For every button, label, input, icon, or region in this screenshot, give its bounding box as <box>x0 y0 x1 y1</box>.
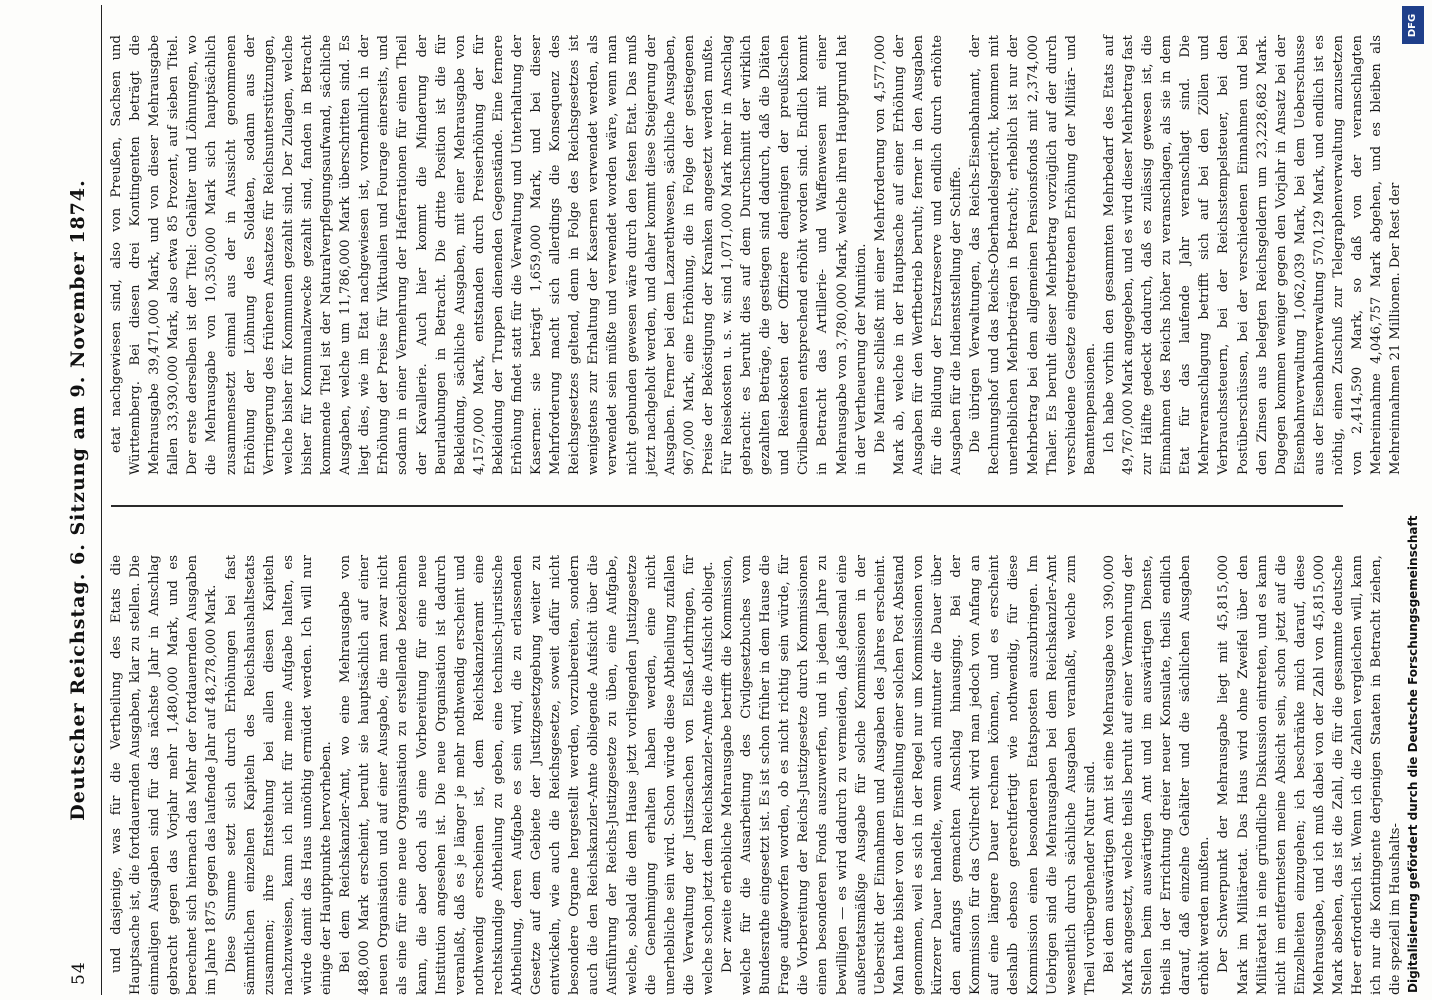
right-column <box>107 35 1404 475</box>
paragraph: Bei dem Reichskanzler-Amt, wo eine Mehrausgabe von 488,000 Mark erscheint, beruht sie hauptsächlich auf einer neuen Organisation und auf einer Ausgabe, die man zwar nicht als eine für eine neue Organisation zu erstellende bezeichnen kann, die aber doch als eine Vorbereitung für eine neue Institution angesehen ist. Die neue Organisation ist dadurch veranlaßt, daß es je länger je mehr nothwendig erscheint und nothwendig erscheinen ist, dem Reichskanzleramt eine rechtskundige Abtheilung zu geben, eine technisch-juristische Abtheilung, deren Aufgabe es sein wird, die zu erlassenden Gesetze auf dem Gebiete der Justizgesetzgebung weiter zu entwickeln, wie auch die Reichsgesetze, soweit dafür nicht besondere Organe hergestellt werden, vorzubereiten, sondern auch die den Reichskanzler-Amte obliegende Aufsicht über die Ausführung der Reichs-Justizgesetze zu üben, eine Aufgabe, welche, sobald die dem Hause jetzt vorliegenden Justizgesetze die Genehmigung erhalten haben werden, eine nicht unerhebliche sein wird. Schon würde diese Abtheilung zufallen die Verwaltung der Justizsachen von Elsaß-Lothringen, für welche schon jetzt dem Reichskanzler-Amte die Aufsicht obliegt. <box>338 555 716 995</box>
paragraph: Der Schwerpunkt der Mehrausgabe liegt mit 45,815,000 Mark im Militäretat. Das Haus wird ohne Zweifel über den Militäretat in eine gründliche Diskussion eintreten, und es kann nicht im entferntesten meine Absicht sein, schon jetzt auf die Einzelheiten einzugehen; ich beschränke mich darauf, diese Mehrausgabe, und ich muß dabei von der Zahl von 45,815,000 Mark absehen, das ist die Zahl, die für die gesammte deutsche Heer erforderlich ist. Wenn ich die Zahlen vergleichen will, kann ich nur die Kontingente derjenigen Staaten in Betracht ziehen, die speziell im Haushalts- <box>1216 555 1404 995</box>
page-number: 54 <box>69 961 89 985</box>
left-column <box>107 555 1404 995</box>
page-header <box>55 5 102 995</box>
rotated-page-content <box>55 5 1410 995</box>
paragraph: Die Marine schließt mit einer Mehrforderung von 4,577,000 Mark ab, welche in der Hauptsache auf einer Erhöhung der Ausgaben für den Werftbetrieb beruht; ferner in den Ausgaben für die Bildung der Ersatzreserve und endlich durch erhöhte Ausgaben für die Indienststellung der Schiffe. <box>872 35 965 475</box>
dfg-logo-text: DFG <box>1407 13 1419 37</box>
paragraph: Die übrigen Verwaltungen, das Reichs-Eisenbahnamt, der Rechnungshof und das Reichs-Oberhandelsgericht, kommen mit unerheblichen Mehrbeträgen in Betracht; erheblich ist nur der Mehrbetrag bei dem allgemeinen Pensionsfonds mit 2,374,000 Thaler. Es beruht dieser Mehrbetrag vorzüglich auf der durch verschiedene Gesetze eingetretenen Erhöhung der Militär- und Beamtenpensionen. <box>968 35 1098 475</box>
paragraph: etat nachgewiesen sind, also von Preußen, Sachsen und Württemberg. Bei diesen drei Kontingenten beträgt die Mehrausgabe 39,471,000 Mark, und von dieser Mehrausgabe fallen 33,930,000 Mark, also etwa 85 Prozent, auf sieben Titel. Der erste derselben ist der Titel: Gehälter und Löhnungen, wo die Mehrausgabe von 10,350,000 Mark sich hauptsächlich zusammensetzt einmal aus der in Aussicht genommenen Erhöhung der Löhnung des Soldaten, sodann aus der Verringerung des früheren Ansatzes für Reichsunterstützungen, welche bisher für Kommunen gezahlt sind. Der Zulagen, welche bisher für Kommunalzwecke gezahlt sind, fanden in Betracht kommende Titel ist der Naturalverpflegungsaufwand, sächliche Ausgaben, welche um 11,786,000 Mark überschritten sind. Es liegt dies, wie im Etat nachgewiesen ist, vornehmlich in der Erhöhung der Preise für Viktualien und Fourage einerseits, und sodann in einer Vermehrung der Haferrationen für einen Theil der Kavallerie. Auch hier kommt die Minderung der Beurlaubungen in Betracht. Die dritte Position ist die für Bekleidung, sächliche Ausgaben, mit einer Mehrausgabe von 4,157,000 Mark, entstanden durch Preiserhöhung der für Bekleidung der Truppen dienenden Gegenstände. Eine fernere Erhöhung findet statt für die Verwaltung und Unterhaltung der Kasernen: sie beträgt 1,659,000 Mark, und bei dieser Mehrforderung macht sich allerdings die Konsequenz des Reichsgesetzes geltend, denn in Folge des Reichsgesetzes ist wenigstens zur Erhaltung der Kasernen verwendet werden, als verwendet sein müßte und verwendet worden wäre, wenn man nicht gebunden gewesen wäre durch den festen Etat. Das muß jetzt nachgeholt werden, und daher kommt diese Steigerung der Ausgaben. Ferner bei dem Lazarethwesen, sächliche Ausgaben, 967,000 Mark, eine Erhöhung, die in Folge der gestiegenen Preise der Beköstigung der Kranken angesetzt werden mußte. Für Reisekosten u. s. w. sind 1,071,000 Mark mehr in Anschlag gebracht: es beruht dies auf dem Durchschnitt der wirklich gezahlten Beträge, die gestiegen sind dadurch, daß die Diäten und Reisekosten der Offiziere denjenigen der preußischen Civilbeamten entsprechend erhöht worden sind. Endlich kommt in Betracht das Artillerie- und Waffenwesen mit einer Mehrausgabe von 3,780,000 Mark, welche ihren Hauptgrund hat in der Vertheuerung der Munition. <box>109 35 869 475</box>
text-columns <box>107 5 1404 995</box>
credit-text: Digitalisierung gefördert durch die Deutsche Forschungsgemeinschaft <box>1406 515 1420 993</box>
paragraph: Der zweite erhebliche Mehrausgabe betrifft die Kommission, welche für die Ausarbeitung des Civilgesetzbuches vom Bundesrathe eingesetzt ist. Es ist schon früher in dem Hause die Frage aufgeworfen worden, ob es nicht richtig sein würde, für die Vorbereitung der Reichs-Justizgesetze durch Kommissionen einen besonderen Fonds auszuwerfen, und in jedem Jahre zu bewilligen — es wird dadurch zu vermeiden, daß jedesmal eine außeretatsmäßige Ausgabe für solche Kommissionen in der Uebersicht der Einnahmen und Ausgaben des Jahres erscheint. Man hatte bisher von der Einstellung einer solchen Post Abstand genommen, weil es sich in der Regel nur um Kommissionen von kürzerer Dauer handelte, wenn auch mitunter die Dauer über den anfangs gemachten Anschlag hinausging. Bei der Kommission für das Civilrecht wird man jedoch von Anfang an auf eine längere Dauer rechnen können, und es erscheint deshalb ebenso gerechtfertigt wie nothwendig, für diese Kommission einen besonderen Etatsposten auszubringen. Im Uebrigen sind die Mehrausgaben bei dem Reichskanzler-Amt wesentlich durch sächliche Ausgaben veranlaßt, welche zum Theil vorübergehender Natur sind. <box>720 555 1098 995</box>
digitization-credit <box>1400 8 1426 993</box>
column-divider <box>111 506 1343 508</box>
paragraph: Ich habe vorhin den gesammten Mehrbedarf des Etats auf 49,767,000 Mark angegeben, und es wird dieser Mehrbetrag fast zur Hälfte gedeckt dadurch, daß es zulässig gewesen ist, die Einnahmen des Reichs höher zu veranschlagen, als sie in dem Etat für das laufende Jahr veranschlagt sind. Die Mehrveranschlagung betrifft sich auf bei den Zöllen und Verbrauchssteuern, bei der Reichsstempelsteuer, bei den Postüberschüssen, bei der verschiedenen Einnahmen und bei den Zinsen aus belegten Reichsgeldern um 23,228,682 Mark. Dagegen kommen weniger gegen den Vorjahr in Ansatz bei der Eisenbahnverwaltung 1,062,039 Mark, bei dem Ueberschusse aus der Eisenbahnverwaltung 570,129 Mark, und endlich ist es nöthig, einen Zuschuß zur Telegraphenverwaltung anzusetzen von 2,414,590 Mark, so daß von der veranschlagten Mehreinnahme 4,046,757 Mark abgehen, und es bleiben als Mehreinnahmen 21 Millionen. Der Rest der <box>1101 35 1404 475</box>
paragraph: Diese Summe setzt sich durch Erhöhungen bei fast sämmtlichen einzelnen Kapiteln des Reichshaushaltsetats zusammen; ihre Entstehung bei allen diesen Kapiteln nachzuweisen, kann ich nicht für meine Aufgabe halten, es würde damit das Haus unnöthig ermüdet werden. Ich will nur einige der Hauptpunkte hervorheben. <box>223 555 335 995</box>
paragraph: Bei dem auswärtigen Amt ist eine Mehrausgabe von 390,000 Mark angesetzt, welche theils beruht auf einer Vermehrung der Stellen beim auswärtigen Amt und im auswärtigen Dienste, theils in der Errichtung dreier neuer Konsulate, theils endlich darauf, daß einzelne Gehälter und die sächlichen Ausgaben erhöht werden mußten. <box>1101 555 1213 995</box>
paragraph: und dasjenige, was für die Vertheilung des Etats die Hauptsache ist, die fortdauernden Ausgaben, klar zu stellen. Die einmaligen Ausgaben sind für das nächste Jahr in Anschlag gebracht gegen das Vorjahr mehr 1,480,000 Mark, und es berechnet sich hiernach das Mehr der fortdauernden Ausgaben im Jahre 1875 gegen das laufende Jahr auf 48,278,000 Mark. <box>109 555 220 995</box>
dfg-logo <box>1402 6 1424 44</box>
running-head: Deutscher Reichstag. 6. Sitzung am 9. November 1874. <box>67 179 89 821</box>
